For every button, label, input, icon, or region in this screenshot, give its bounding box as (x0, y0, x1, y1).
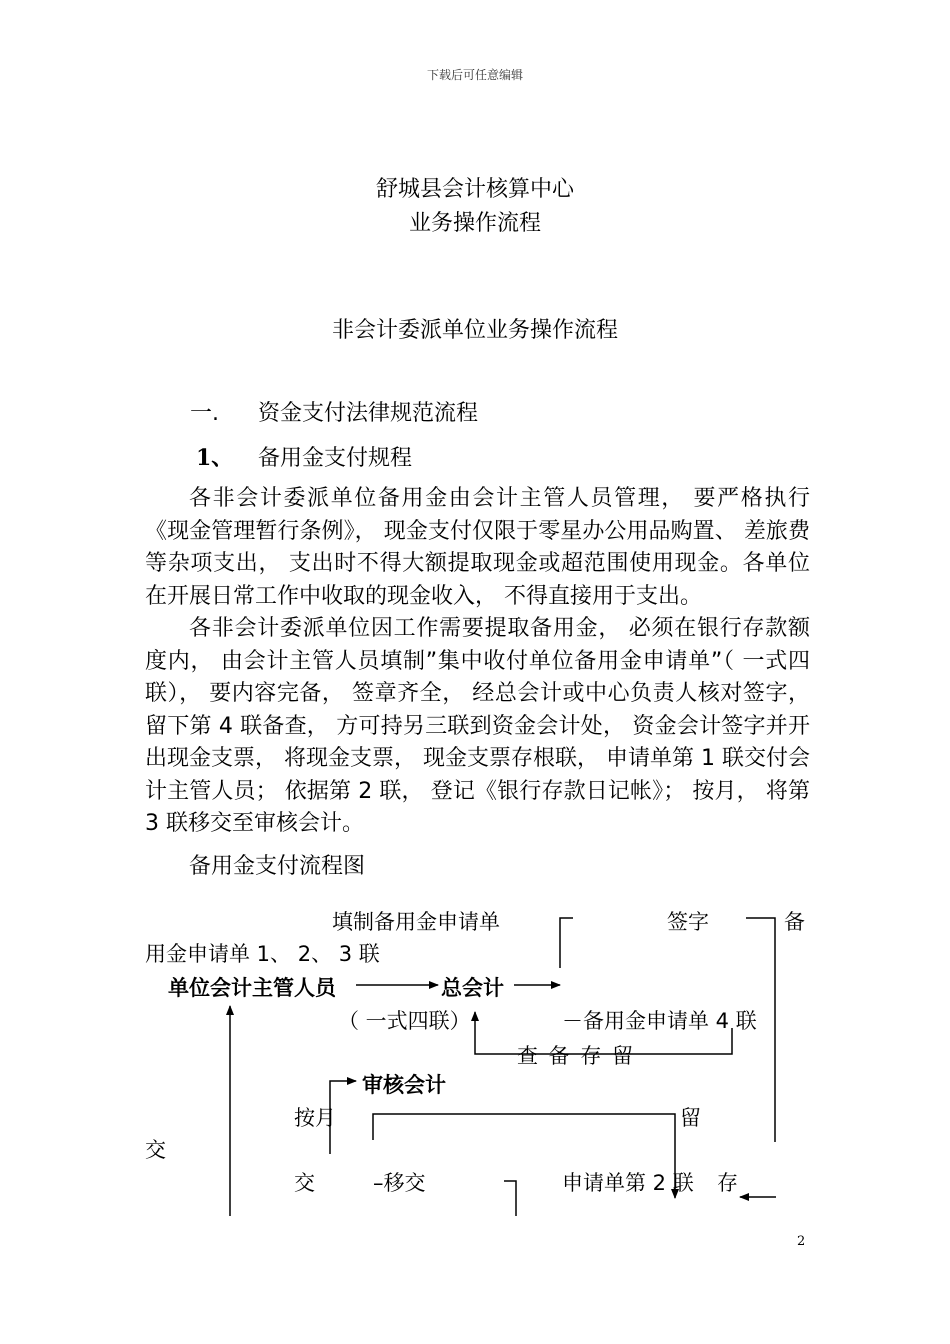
fc-form-copies: 用金申请单 1、 2、 3 联 (145, 942, 380, 966)
paragraph-1: 各非会计委派单位备用金由会计主管人员管理， 要严格执行《现金管理暂行条例》， 现金支付仅限于零星办公用品购置、 差旅费等杂项支出， 支出时不得大额提取现金或超范围使用现金。各单位在开展日常工作中收取的现金收入， 不得直接用于支出。 (145, 486, 810, 609)
fc-sign: 签字 (667, 910, 709, 934)
section-title: 非会计委派单位业务操作流程 (331, 318, 618, 343)
fc-liu: 留 (680, 1106, 701, 1130)
fc-keep-for-ref: 查 备 存 留 (517, 1044, 636, 1068)
fc-auditor: 审核会计 (362, 1073, 446, 1097)
fc-unit-manager: 单位会计主管人员 (168, 976, 336, 1000)
bracket-transfer (504, 1181, 516, 1216)
paragraph-2: 各非会计委派单位因工作需要提取备用金， 必须在银行存款额度内， 由会计主管人员填制”集中收付单位备用金申请单”（ 一式四联）， 要内容完备， 签章齐全， 经总会计或中心负责人核对签字， 留下第 4 联备查， 方可持另三联到资金会计处， 资金会计签字并开出现金支票， 将现金支票， 现金支票存根联， 申请单第 1 联交付会计主管人员； 依据第 2 联， 登记《银行存款日记帐》； 按月， 将第 3 联移交至审核会计。 (145, 616, 810, 836)
fc-fill-form: 填制备用金申请单 (332, 910, 500, 934)
heading2-text: 备用金支付规程 (258, 446, 413, 471)
fc-jiao-mid: 交 (294, 1171, 315, 1195)
fc-four-copies: （ 一式四联） (338, 1009, 471, 1033)
page-number: 2 (797, 1234, 806, 1249)
fc-chief-accountant: 总会计 (441, 976, 504, 1000)
fc-bei: 备 (784, 910, 805, 934)
flow-caption: 备用金支付流程图 (189, 854, 366, 879)
fc-form-copy4: －备用金申请单 4 联 (562, 1009, 757, 1033)
fc-cun: 存 (717, 1171, 738, 1195)
document-title-line2: 业务操作流程 (408, 211, 541, 236)
document-title-line1: 舒城县会计核算中心 (375, 177, 574, 202)
heading1-text: 资金支付法律规范流程 (258, 401, 479, 426)
fc-form-copy2: 申请单第 2 联 (562, 1171, 694, 1195)
heading1-number: 一. (190, 401, 219, 426)
bracket-sign (560, 918, 573, 968)
fc-transfer: –移交 (373, 1171, 426, 1195)
fc-jiao-left: 交 (145, 1138, 166, 1162)
heading2-number: 1、 (196, 445, 234, 471)
fc-monthly: 按月 (294, 1106, 336, 1130)
header-note: 下载后可任意编辑 (426, 68, 523, 82)
